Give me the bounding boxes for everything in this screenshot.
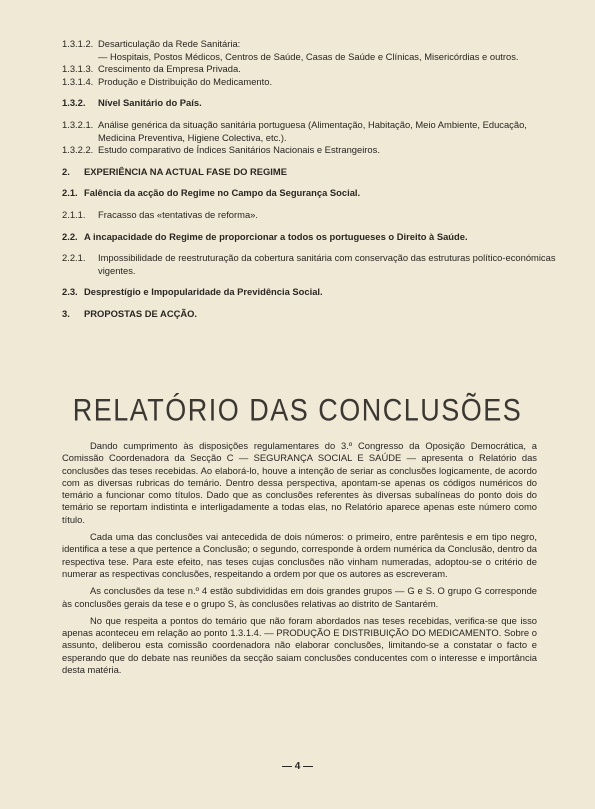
outline-item-text: A incapacidade do Regime de proporcionar a todos os portugueses o Direito à Saúde. — [84, 230, 468, 242]
page-number: — 4 — — [281, 761, 314, 772]
outline-item-text: Crescimento da Empresa Privada. — [98, 63, 241, 75]
outline-item-text: Produção e Distribuição do Medicamento. — [98, 75, 273, 87]
outline-list — [62, 38, 562, 321]
outline-item-text: Falência da acção do Regime no Campo da Segurança Social. — [84, 187, 361, 199]
outline-item-text: Impossibilidade de reestruturação da cobertura sanitária com conservação das estruturas político-económicas vigentes. — [98, 252, 556, 276]
outline-item — [62, 97, 562, 110]
outline-item-text: Desprestígio e Impopularidade da Previdência Social. — [84, 286, 323, 298]
outline-item-text: Nível Sanitário do País. — [98, 97, 202, 109]
outline-item — [62, 76, 562, 89]
outline-item — [62, 209, 562, 222]
outline-item — [62, 286, 562, 299]
body-paragraph: As conclusões da tese n.º 4 estão subdivididas em dois grandes grupos — G e S. O grupo G corresponde às conclusões gerais da tese e o grupo S, às conclusões relativas ao distrito de Santarém. — [62, 585, 537, 609]
outline-item-number: 1.3.2.2. — [62, 144, 94, 156]
outline-item-number: 1.3.2.1. — [62, 118, 94, 130]
outline-item-number: 2. — [62, 165, 70, 177]
outline-item — [62, 63, 562, 76]
outline-item-number: 1.3.1.3. — [62, 63, 94, 75]
outline-item — [62, 231, 562, 244]
outline-item — [62, 38, 562, 51]
outline-item — [62, 144, 562, 157]
outline-item-number: 1.3.1.4. — [62, 75, 94, 87]
body-paragraph: Cada uma das conclusões vai antecedida de dois números: o primeiro, entre parêntesis e em tipo negro, identifica a tese a que pertence a Conclusão; o segundo, corresponde à ordem numérica da Conclusão, dentro da respectiva tese. Para este efeito, nas teses cujas conclusões não vinham numeradas, adoptou-se o critério de numerar as respectivas conclusões, respeitando a ordem por que os autores as escreveram. — [62, 531, 537, 579]
outline-item-number: 1.3.2. — [62, 97, 86, 109]
outline-item-text: — Hospitais, Postos Médicos, Centros de Saúde, Casas de Saúde e Clínicas, Misericórdias e outros. — [98, 50, 519, 62]
outline-item-text: Análise genérica da situação sanitária portuguesa (Alimentação, Habitação, Meio Ambiente, Educação, Medicina Preventiva, Higiene Colectiva, etc.). — [98, 118, 527, 143]
outline-item-number: 3. — [62, 307, 70, 319]
outline-item-number: 1.3.1.2. — [62, 38, 94, 49]
outline-item-number: 2.1. — [62, 187, 78, 199]
outline-item-number: 2.1.1. — [62, 208, 86, 220]
outline-item — [62, 252, 562, 277]
outline-item-text: EXPERIÊNCIA NA ACTUAL FASE DO REGIME — [84, 165, 287, 177]
outline-item-number: 2.3. — [62, 286, 78, 298]
outline-item-text: Desarticulação da Rede Sanitária: — [98, 38, 241, 49]
outline-item-number — [62, 51, 98, 64]
report-body — [62, 440, 537, 681]
outline-item-number: 2.2.1. — [62, 252, 86, 264]
outline-item-text: Estudo comparativo de Índices Sanitários Nacionais e Estrangeiros. — [98, 144, 380, 156]
outline-item-number: 2.2. — [62, 230, 78, 242]
outline-item — [62, 119, 562, 144]
outline-item-text: PROPOSTAS DE ACÇÃO. — [84, 307, 198, 319]
body-paragraph: Dando cumprimento às disposições regulamentares do 3.º Congresso da Oposição Democrática, a Comissão Coordenadora da Secção C — SEGURANÇA SOCIAL E SAÚDE — apresenta o Relatório das conclusões das teses recebidas. Ao elaborá-lo, houve a intenção de seriar as conclusões logicamente, de acordo com as diversas rubricas do temário. Dentro dessa perspectiva, apontam-se apenas os códigos numéricos do temário a funcionar como títulos. Dado que as conclusões referentes às diversas subalíneas do ponto dois do temário se reportam indistinta e interligadamente a todas elas, no Relatório aparece apenas este número como título. — [62, 440, 537, 525]
outline-item — [62, 51, 562, 64]
outline-item — [62, 308, 562, 321]
outline-item-text: Fracasso das «tentativas de reforma». — [98, 208, 258, 220]
section-title: RELATÓRIO DAS CONCLUSÕES — [72, 392, 523, 428]
outline-item — [62, 166, 562, 179]
body-paragraph: No que respeita a pontos do temário que não foram abordados nas teses recebidas, verifica-se que isso apenas aconteceu em relação ao ponto 1.3.1.4. — PRODUÇÃO E DISTRIBUIÇÃO DO MEDICAMENTO. Sobre o assunto, deliberou esta comissão coordenadora não elaborar conclusões, limitando-se a constatar o facto e esperando que do debate nas reuniões da secção saiam conclusões conducentes com o interesse e importância desta matéria. — [62, 614, 537, 676]
outline-item — [62, 187, 562, 200]
